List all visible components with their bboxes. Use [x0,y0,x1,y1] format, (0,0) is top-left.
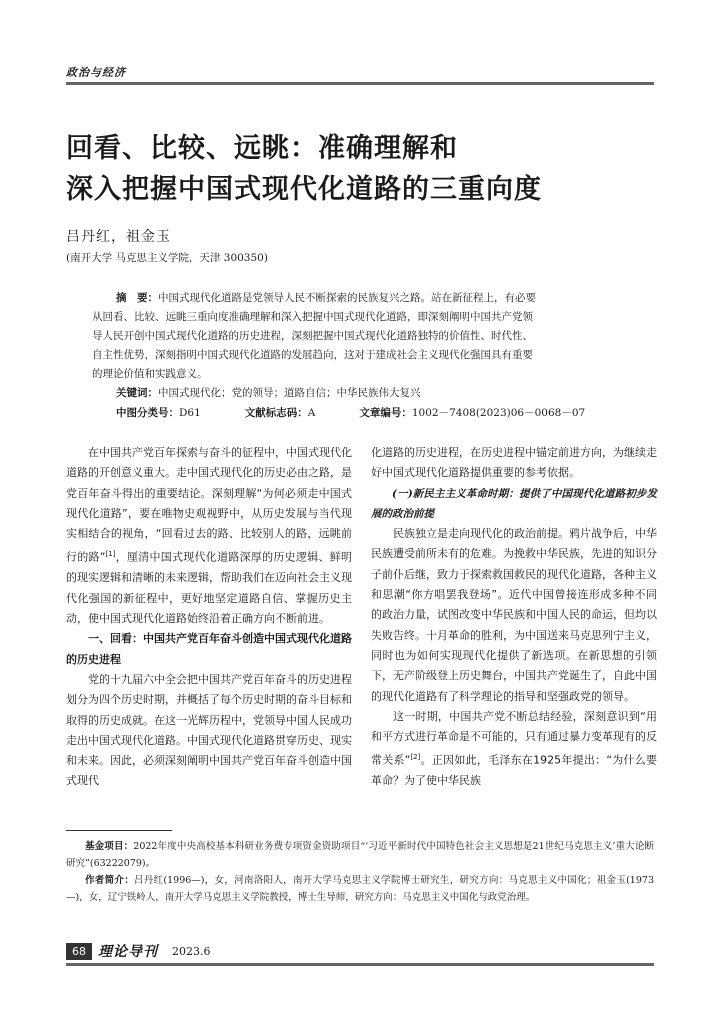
paragraph: 化道路的历史进程，在历史进程中锚定前进方向，为继续走好中国式现代化道路提供重要的参考依据。 [371,446,657,480]
citation-ref: [1] [105,550,116,559]
article-no-value: 1002－7408(2023)06－0068－07 [411,407,586,419]
citation-ref: [2] [410,753,421,762]
abstract [92,289,630,384]
page-number: 68 [66,943,92,960]
abstract-line: 中国式现代化道路是党领导人民不断探索的民族复兴之路。站在新征程上，有必要 [158,292,536,304]
classification-line [116,405,629,420]
keywords-text: 中国式现代化；党的领导；道路自信；中华民族伟大复兴 [158,387,421,399]
affiliation: (南开大学 马克思主义学院，天津 300350) [66,252,268,264]
header-rule [66,82,654,85]
paragraph: 在中国共产党百年探索与奋斗的征程中，中国式现代化道路的开创意义重大。走中国式现代化的历史必由之路，是党百年奋斗得出的重要结论。深刻理解“为何必须走中国式现代化道路”，要在唯物史观视野中，从历史发展与当代现实相结合的视角，“回看过去的路、比较别人的路，远眺前行的路”[1]，厘清中国式现代化道路深厚的历史逻辑、鲜明的现实逻辑和清晰的未来逻辑，帮助我们在迈向社会主义现代化强国的新征程中，更好地坚定道路自信、掌握历史主动，使中国式现代化道路始终沿着正确方向不断前进。 [66,446,352,626]
keywords-label: 关键词： [116,387,158,399]
subsection-heading: (一)新民主主义革命时期：提供了中国现代化道路初步发展的政治前提 [371,487,657,520]
abstract-label: 摘 要： [116,292,158,304]
article-title [66,128,666,210]
abstract-line: 从回看、比较、远眺三重向度准确理解和深入把握中国式现代化道路，即深刻阐明中国共产党领 [92,311,533,323]
doc-code-value: A [307,407,316,419]
section-label: 政治与经济 [66,66,126,79]
footer-rule [66,963,654,966]
clc-value: D61 [179,407,201,419]
abstract-line: 的理论价值和实践意义。 [92,368,208,380]
body-column-left [66,443,352,792]
fund-note: 基金项目：2022年度中央高校基本科研业务费专项资金资助项目“‘习近平新时代中国特色社会主义思想是21世纪马克思主义’重大论断研究”(63222079)。 [66,841,654,869]
keywords [116,385,421,400]
clc-label: 中图分类号： [116,407,179,419]
section-heading: 一、回看：中国共产党百年奋斗创造中国式现代化道路的历史进程 [66,632,352,666]
footnotes [66,838,654,906]
paragraph: 这一时期，中国共产党不断总结经验，深刻意识到“用和平方式进行革命是不可能的，只有通过暴力变革现有的反常关系”[2]。正因如此，毛泽东在1925年提出：“为什么要革命？为了使中华民族 [371,709,657,788]
abstract-line: 导人民开创中国式现代化道路的历史进程，深刻把握中国式现代化道路独特的价值性、时代性、 [92,330,533,342]
journal-name: 理论导刊 [98,944,158,960]
paragraph: 党的十九届六中全会把中国共产党百年奋斗的历史进程划分为四个历史时期，并概括了每个历史时期的奋斗目标和取得的历史成就。在这一光辉历程中，党领导中国人民成功走出中国式现代化道路。中国式现代化道路贯穿历史、现实和未来。因此，必须深刻阐明中国共产党百年奋斗创造中国式现代 [66,672,352,788]
issue-date: 2023.6 [172,944,211,958]
title-line-2: 深入把握中国式现代化道路的三重向度 [66,174,542,205]
author-note: 作者简介：吕丹红(1996—)，女，河南洛阳人，南开大学马克思主义学院博士研究生，研究方向：马克思主义中国化；祖金玉(1973—)，女，辽宁铁岭人，南开大学马克思主义学院教授，博士生导师，研究方向：马克思主义中国化与政党治理。 [66,875,654,903]
footnote-rule [66,830,172,831]
body-column-right [371,443,657,792]
doc-code-label: 文献标志码： [244,407,308,419]
page-footer [66,940,211,962]
authors: 吕丹红，祖金玉 [66,229,171,245]
abstract-line: 自主性优势，深刻指明中国式现代化道路的发展趋向，这对于建成社会主义现代化强国具有重要 [92,349,533,361]
article-no-label: 文章编号： [359,407,412,419]
title-line-1: 回看、比较、远眺：准确理解和 [66,133,458,164]
paragraph: 民族独立是走向现代化的政治前提。鸦片战争后，中华民族遭受前所未有的危难。为挽救中华民族，先进的知识分子前仆后继，致力于探索救国救民的现代化道路，各种主义和思潮“你方唱罢我登场”。近代中国曾接连形成多种不同的政治力量，试图改变中华民族和中国人民的命运，但均以失败告终。十月革命的胜利，为中国送来马克思列宁主义，同时也为如何实现现代化提供了新选项。在新思想的引领下，无产阶级登上历史舞台，中国共产党诞生了，自此中国的现代化道路有了科学理论的指导和坚强政党的领导。 [371,527,657,703]
